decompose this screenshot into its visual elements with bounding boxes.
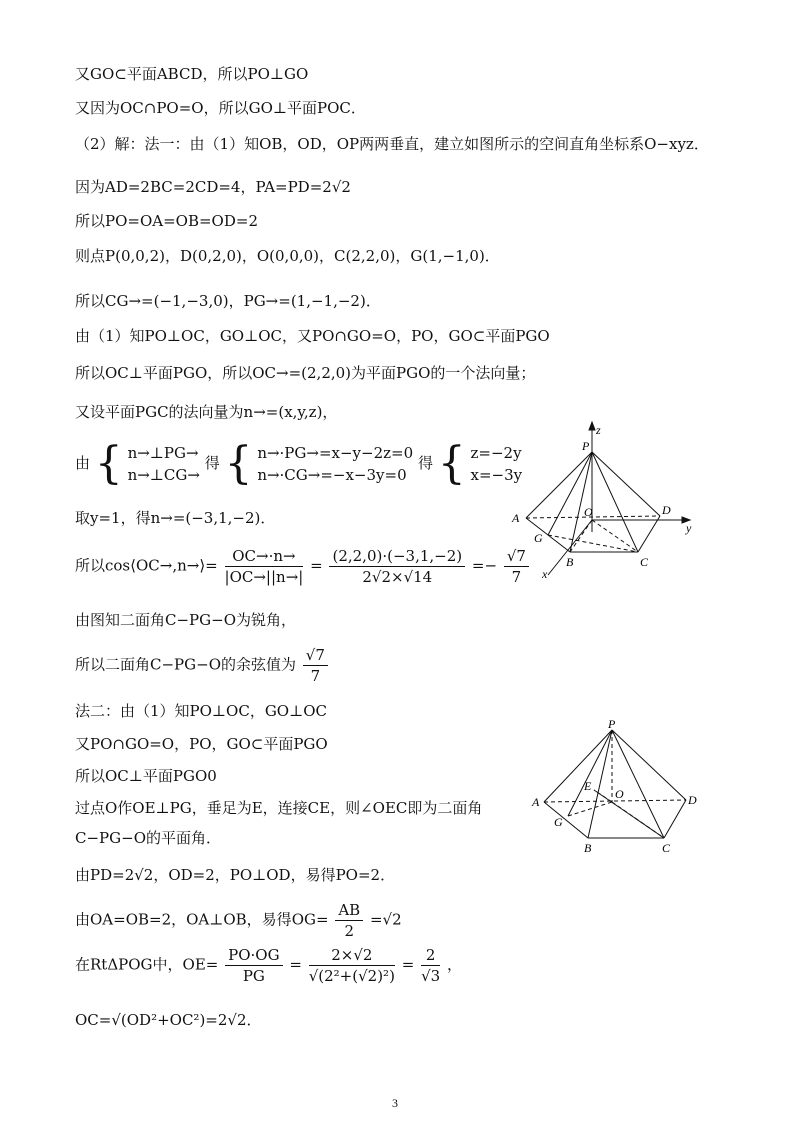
line-3: （2）解：法一：由（1）知OB，OD，OP两两垂直，建立如图所示的空间直角坐标系O−xyz． <box>75 135 709 153</box>
line-7: 所以CG→=(−1,−3,0)，PG→=(1,−1,−2)． <box>75 292 381 310</box>
oe-prefix: 在RtΔPOG中，OE= <box>75 955 219 974</box>
oe-eq2: = <box>401 955 415 974</box>
fig1-label-C: C <box>640 555 649 569</box>
oe-frac-2 <box>309 945 395 986</box>
oe-frac-3 <box>421 945 440 986</box>
fig1-GC <box>548 535 638 552</box>
oe-f3-den: √3 <box>421 967 441 985</box>
fig2-label-E: E <box>584 779 592 793</box>
fig2-PA <box>544 730 612 802</box>
oe-eq: = <box>289 955 302 974</box>
fig1-label-P: P <box>582 439 590 453</box>
oe-f1-num: PO·OG <box>225 945 282 966</box>
fig2-EC <box>594 790 664 838</box>
system-c2: x=−3y <box>470 466 523 484</box>
page-number: 3 <box>392 1096 398 1110</box>
fig2-CD <box>664 800 686 838</box>
fig1-label-D: D <box>662 503 671 517</box>
fig2-PG <box>568 730 612 816</box>
fig2-label-G: G <box>554 815 563 829</box>
og-den: 2 <box>344 922 355 940</box>
line-14: 又PO∩GO=O，PO，GO⊂平面PGO <box>75 735 328 753</box>
fig2-label-C: C <box>662 841 671 855</box>
cos-f2-num: (2,2,0)·(−3,1,−2) <box>329 546 465 567</box>
line-11: 取y=1，得n→=(−3,1,−2)． <box>75 509 276 527</box>
line-6: 则点P(0,0,2)，D(0,2,0)，O(0,0,0)，C(2,2,0)，G(1,−1,0)． <box>75 247 500 265</box>
line-1: 又GO⊂平面ABCD，所以PO⊥GO <box>75 65 309 83</box>
system-mid-1: 得 <box>204 454 220 472</box>
oe-f2-num: 2×√2 <box>309 945 395 966</box>
oe-f2-den: √(2²+(√2)²) <box>308 967 395 985</box>
fig2-label-B: B <box>584 841 592 855</box>
brace-1: { <box>94 438 123 489</box>
cos-frac-2 <box>329 546 465 587</box>
fig1-label-y: y <box>686 521 692 535</box>
fig2-label-O: O <box>615 787 624 801</box>
cos-frac-1 <box>225 546 304 587</box>
fig1-PA <box>526 452 592 518</box>
line-15: 所以OC⊥平面PGO0 <box>75 767 217 785</box>
system-prefix: 由 <box>75 454 91 472</box>
line-10: 又设平面PGC的法向量为n→=(x,y,z)， <box>75 403 338 421</box>
cos-f3-den: 7 <box>511 568 522 586</box>
cos-eq2: =− <box>471 556 498 575</box>
system-mid-2: 得 <box>417 454 433 472</box>
brace-2: { <box>224 438 253 489</box>
cos-formula <box>75 546 531 587</box>
cos-f1-num: OC→·n→ <box>225 546 304 567</box>
fig1-CD <box>638 516 660 552</box>
og-suffix: =√2 <box>369 910 402 929</box>
cos-f1-den: |OC→||n→| <box>224 568 304 586</box>
fig1-z-arrow <box>589 422 595 430</box>
og-frac <box>335 900 363 941</box>
line-8: 由（1）知PO⊥OC，GO⊥OC，又PO∩GO=O，PO，GO⊂平面PGO <box>75 327 550 345</box>
fig1-label-G: G <box>534 531 543 545</box>
cosval-den: 7 <box>310 667 321 685</box>
fig2-PC <box>612 730 664 838</box>
oe-f1-den: PG <box>242 967 265 985</box>
cos-prefix: 所以cos⟨OC→,n→⟩= <box>75 556 218 575</box>
line-18: 由PD=2√2，OD=2，PO⊥OD，易得PO=2． <box>75 866 396 884</box>
cosval-frac <box>303 645 328 686</box>
system-col-2 <box>257 442 413 486</box>
cosval-prefix: 所以二面角C−PG−O的余弦值为 <box>75 655 296 674</box>
system-b1: n→·PG→=x−y−2z=0 <box>257 444 414 462</box>
fig1-label-x: x <box>542 567 548 581</box>
fig1-label-O: O <box>584 505 593 519</box>
system-a2: n→⊥CG→ <box>127 466 200 484</box>
oe-f3-num: 2 <box>421 945 440 966</box>
cos-value-line <box>75 645 330 686</box>
oe-frac-1 <box>225 945 282 986</box>
line-5: 所以PO=OA=OB=OD=2 <box>75 212 258 230</box>
og-num: AB <box>335 900 363 921</box>
cos-eq: = <box>310 556 323 575</box>
figure-1-pyramid-axes <box>500 420 700 590</box>
og-prefix: 由OA=OB=2，OA⊥OB，易得OG= <box>75 910 329 929</box>
figure-2-pyramid <box>528 718 708 858</box>
fig2-label-D: D <box>688 793 697 807</box>
oe-line <box>75 945 462 986</box>
fig1-PG <box>548 452 592 535</box>
fig1-PD <box>592 452 660 516</box>
line-17: C−PG−O的平面角． <box>75 829 221 847</box>
fig1-PB <box>570 452 592 552</box>
cos-f3-num: √7 <box>504 546 529 567</box>
line-16: 过点O作OE⊥PG，垂足为E，连接CE，则∠OEC即为二面角 <box>75 799 483 817</box>
system-a1: n→⊥PG→ <box>127 444 199 462</box>
fig2-PB <box>588 730 612 838</box>
cosval-num: √7 <box>303 645 328 666</box>
fig2-label-A: A <box>532 795 540 809</box>
og-line <box>75 900 402 941</box>
fig1-AD <box>526 516 660 518</box>
line-13: 法二：由（1）知PO⊥OC，GO⊥OC <box>75 702 327 720</box>
system-b2: n→·CG→=−x−3y=0 <box>257 466 407 484</box>
fig1-label-z: z <box>596 423 601 437</box>
line-2: 又因为OC∩PO=O，所以GO⊥平面POC． <box>75 99 366 117</box>
cos-f2-den: 2√2×√14 <box>362 568 433 586</box>
equation-system <box>75 438 523 489</box>
system-col-1 <box>128 442 200 486</box>
line-19: OC=√(OD²+OC²)=2√2． <box>75 1011 262 1029</box>
line-9: 所以OC⊥平面PGO，所以OC→=(2,2,0)为平面PGO的一个法向量； <box>75 364 536 382</box>
oe-suffix: ， <box>446 955 462 974</box>
fig1-PC <box>592 452 638 552</box>
system-c1: z=−2y <box>470 444 522 462</box>
fig1-label-B: B <box>566 555 574 569</box>
line-12: 由图知二面角C−PG−O为锐角， <box>75 611 296 629</box>
fig1-label-A: A <box>512 511 520 525</box>
fig2-label-P: P <box>608 718 616 731</box>
brace-3: { <box>437 438 466 489</box>
fig2-AB <box>544 802 588 838</box>
line-4: 因为AD=2BC=2CD=4，PA=PD=2√2 <box>75 178 351 196</box>
